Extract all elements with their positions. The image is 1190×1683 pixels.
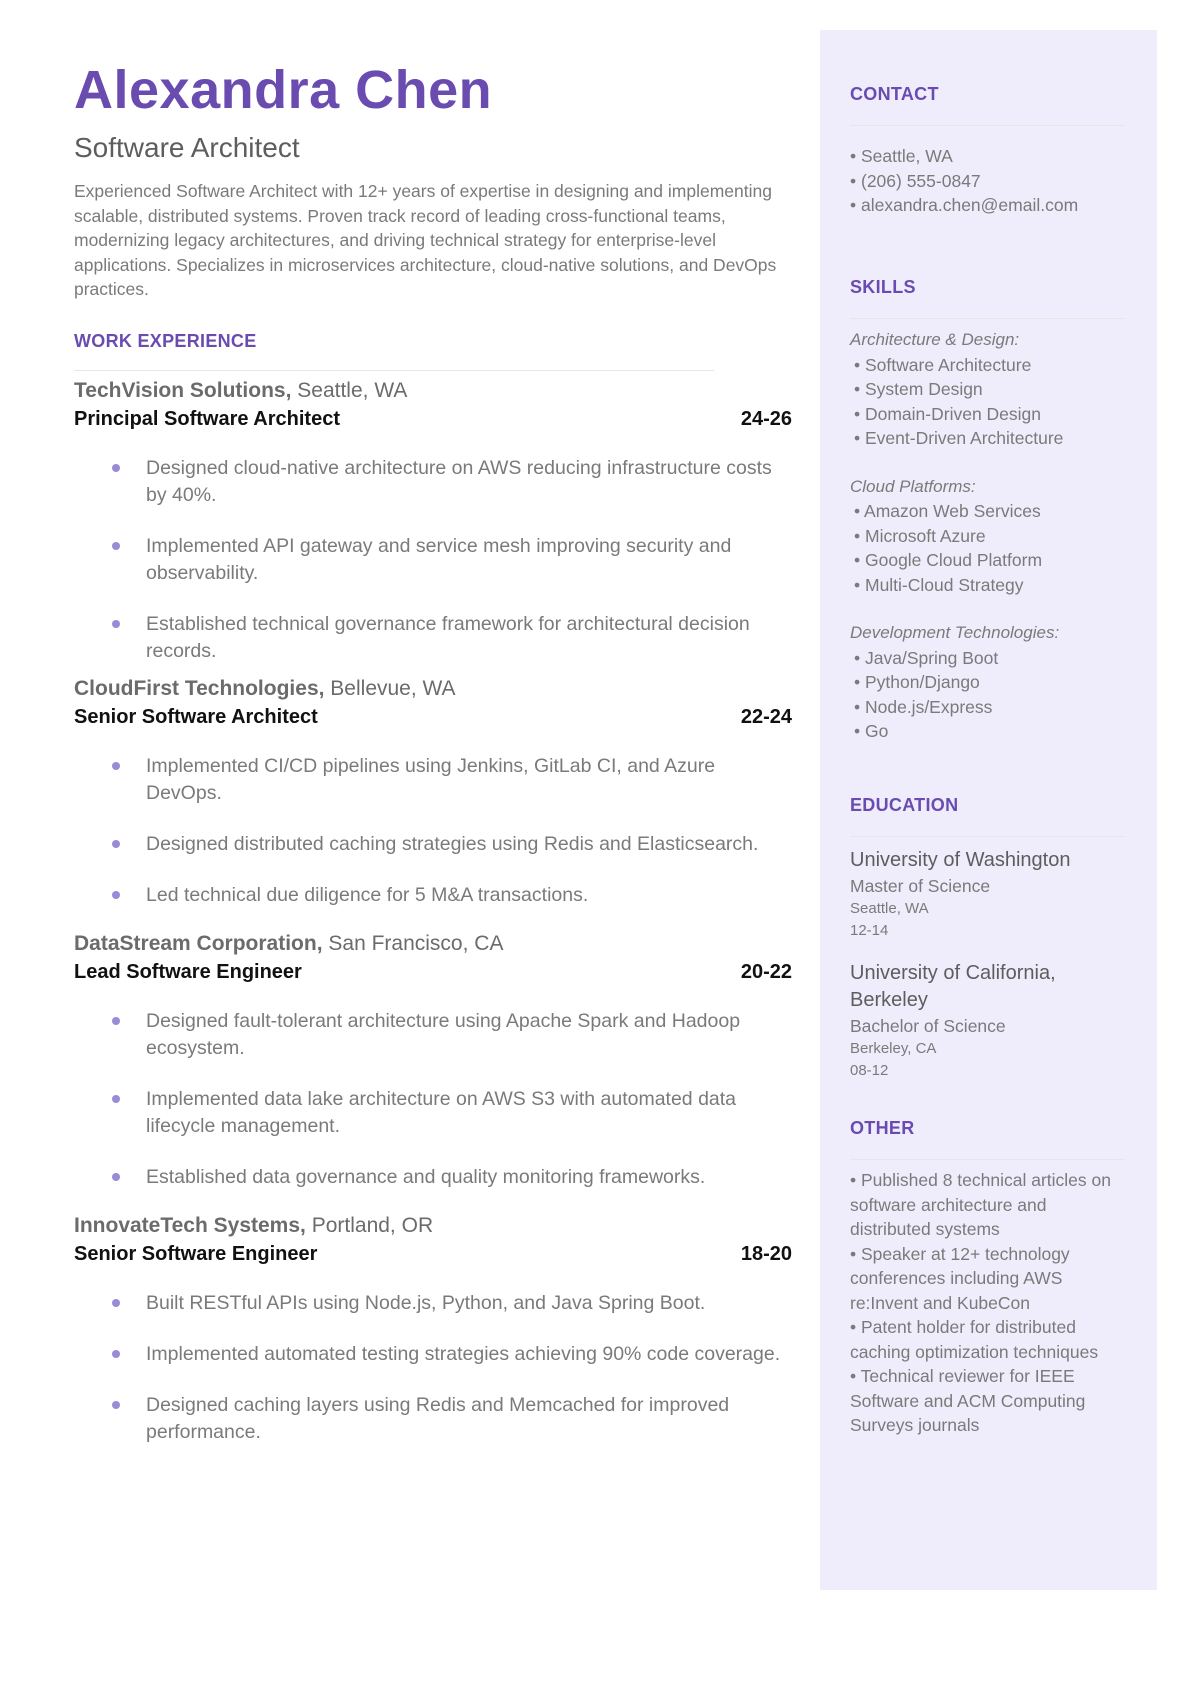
list-item: Implemented API gateway and service mesh improving security and observability. [74, 533, 796, 587]
contact-section [850, 84, 1125, 218]
skill-item: • Multi-Cloud Strategy [854, 574, 1024, 595]
job-entry [74, 1212, 796, 1446]
list-item: Implemented CI/CD pipelines using Jenkins, GitLab CI, and Azure DevOps. [74, 753, 796, 807]
list-item: Implemented data lake architecture on AWS S3 with automated data lifecycle management. [74, 1086, 796, 1140]
job-dates: 20-22 [740, 960, 792, 983]
skill-item: • Microsoft Azure [854, 525, 986, 546]
job-entry [74, 675, 796, 909]
company-line [74, 930, 796, 958]
skills-heading: SKILLS [850, 277, 916, 297]
company-line [74, 377, 796, 405]
list-item: • Patent holder for distributed caching optimization techniques [850, 1317, 1099, 1362]
other-list [850, 1168, 1125, 1438]
divider [850, 1159, 1125, 1160]
divider [850, 318, 1125, 319]
contact-heading: CONTACT [850, 84, 939, 104]
list-item: Led technical due diligence for 5 M&A transactions. [74, 882, 796, 909]
skill-category [850, 328, 1125, 451]
bullet-dot [112, 542, 120, 550]
job-title-row [74, 958, 792, 986]
company-name: TechVision Solutions, [74, 378, 292, 402]
edu-location: Berkeley, CA [850, 1040, 937, 1057]
bullet-dot [112, 762, 120, 770]
job-bullets [74, 1008, 796, 1191]
list-item: Established technical governance framework for architectural decision records. [74, 611, 796, 665]
job-bullets [74, 753, 796, 909]
skill-category-name: Cloud Platforms: [850, 476, 976, 496]
skill-item: • Domain-Driven Design [854, 403, 1042, 424]
job-entry [74, 377, 796, 665]
candidate-name: Alexandra Chen [74, 60, 493, 120]
company-location: Bellevue, WA [330, 676, 456, 700]
company-line [74, 675, 796, 703]
edu-school: University of California, Berkeley [850, 962, 1056, 1011]
list-item: Designed cloud-native architecture on AWS reducing infrastructure costs by 40%. [74, 455, 796, 509]
skill-item: • Amazon Web Services [854, 501, 1041, 521]
company-location: Portland, OR [311, 1213, 434, 1237]
list-item: Designed caching layers using Redis and Memcached for improved performance. [74, 1392, 796, 1446]
job-title-row [74, 405, 792, 433]
skill-item: • Java/Spring Boot [854, 647, 999, 668]
summary: Experienced Software Architect with 12+ years of expertise in designing and implementing scalable, distributed systems. Proven track record of leading cross-functional teams, modernizing legacy architectures, and driving technical strategy for enterprise-level applications. Specializes in microservices architecture, cloud-native solutions, and DevOps practices. [74, 181, 777, 299]
company-name: DataStream Corporation, [74, 931, 323, 955]
job-dates: 24-26 [740, 407, 792, 430]
job-title-row [74, 703, 792, 731]
skill-category [850, 475, 1125, 598]
job-bullets [74, 1290, 796, 1446]
main-column [74, 52, 796, 1446]
job-title: Lead Software Engineer [74, 960, 302, 983]
list-item: Built RESTful APIs using Node.js, Python, and Java Spring Boot. [74, 1290, 796, 1317]
candidate-role: Software Architect [74, 132, 300, 163]
bullet-dot [112, 1017, 120, 1025]
bullet-dot [112, 840, 120, 848]
list-item: Designed distributed caching strategies using Redis and Elasticsearch. [74, 831, 796, 858]
edu-dates: 12-14 [850, 922, 889, 939]
education-entry [850, 847, 1125, 942]
skill-item: • Event-Driven Architecture [854, 428, 1064, 448]
bullet-dot [112, 891, 120, 899]
bullet-dot [112, 1401, 120, 1409]
job-dates: 18-20 [740, 1242, 792, 1265]
skill-list [850, 353, 1125, 451]
skill-list [850, 646, 1125, 744]
bullet-dot [112, 1095, 120, 1103]
list-item: • Technical reviewer for IEEE Software and ACM Computing Surveys journals [850, 1366, 1086, 1435]
list-item: Designed fault-tolerant architecture using Apache Spark and Hadoop ecosystem. [74, 1008, 796, 1062]
job-bullets [74, 455, 796, 665]
job-title: Senior Software Engineer [74, 1242, 318, 1265]
edu-location: Seattle, WA [850, 900, 929, 917]
contact-email: • alexandra.chen@email.com [850, 195, 1079, 215]
list-item: • Speaker at 12+ technology conferences including AWS re:Invent and KubeCon [850, 1243, 1070, 1313]
skill-category [850, 621, 1125, 744]
skill-item: • Google Cloud Platform [854, 550, 1043, 570]
company-name: CloudFirst Technologies, [74, 676, 325, 700]
skill-item: • Node.js/Express [854, 696, 993, 717]
job-dates: 22-24 [740, 705, 792, 728]
bullet-dot [112, 1173, 120, 1181]
contact-phone: • (206) 555-0847 [850, 170, 981, 191]
skill-item: • System Design [854, 379, 983, 399]
skill-category-name: Development Technologies: [850, 623, 1060, 642]
contact-list [850, 144, 1125, 218]
other-section [850, 1118, 1125, 1438]
skill-item: • Go [854, 721, 889, 741]
contact-location: • Seattle, WA [850, 146, 953, 166]
list-item: Implemented automated testing strategies achieving 90% code coverage. [74, 1341, 796, 1368]
education-entry [850, 960, 1125, 1082]
company-name: InnovateTech Systems, [74, 1213, 306, 1237]
skill-category-name: Architecture & Design: [850, 330, 1020, 349]
edu-school: University of Washington [850, 849, 1071, 871]
skill-list [850, 499, 1125, 597]
skill-item: • Software Architecture [854, 354, 1032, 375]
divider [850, 125, 1125, 126]
edu-degree: Bachelor of Science [850, 1016, 1006, 1036]
list-item: • Published 8 technical articles on software architecture and distributed systems [850, 1170, 1111, 1239]
education-section [850, 795, 1125, 1082]
job-title: Senior Software Architect [74, 705, 318, 728]
skill-item: • Python/Django [854, 672, 980, 692]
job-entry [74, 930, 796, 1191]
bullet-dot [112, 1350, 120, 1358]
bullet-dot [112, 1299, 120, 1307]
company-location: Seattle, WA [297, 378, 408, 402]
edu-degree: Master of Science [850, 876, 991, 896]
company-line [74, 1212, 796, 1240]
job-title-row [74, 1240, 792, 1268]
bullet-dot [112, 464, 120, 472]
job-title: Principal Software Architect [74, 407, 340, 430]
bullet-dot [112, 620, 120, 628]
list-item: Established data governance and quality monitoring frameworks. [74, 1164, 796, 1191]
divider [850, 836, 1125, 837]
company-location: San Francisco, CA [328, 931, 504, 955]
other-heading: OTHER [850, 1118, 915, 1138]
skills-section [850, 277, 1125, 744]
work-experience-heading: WORK EXPERIENCE [74, 330, 257, 351]
education-heading: EDUCATION [850, 795, 959, 815]
edu-dates: 08-12 [850, 1062, 889, 1079]
divider [74, 370, 714, 371]
